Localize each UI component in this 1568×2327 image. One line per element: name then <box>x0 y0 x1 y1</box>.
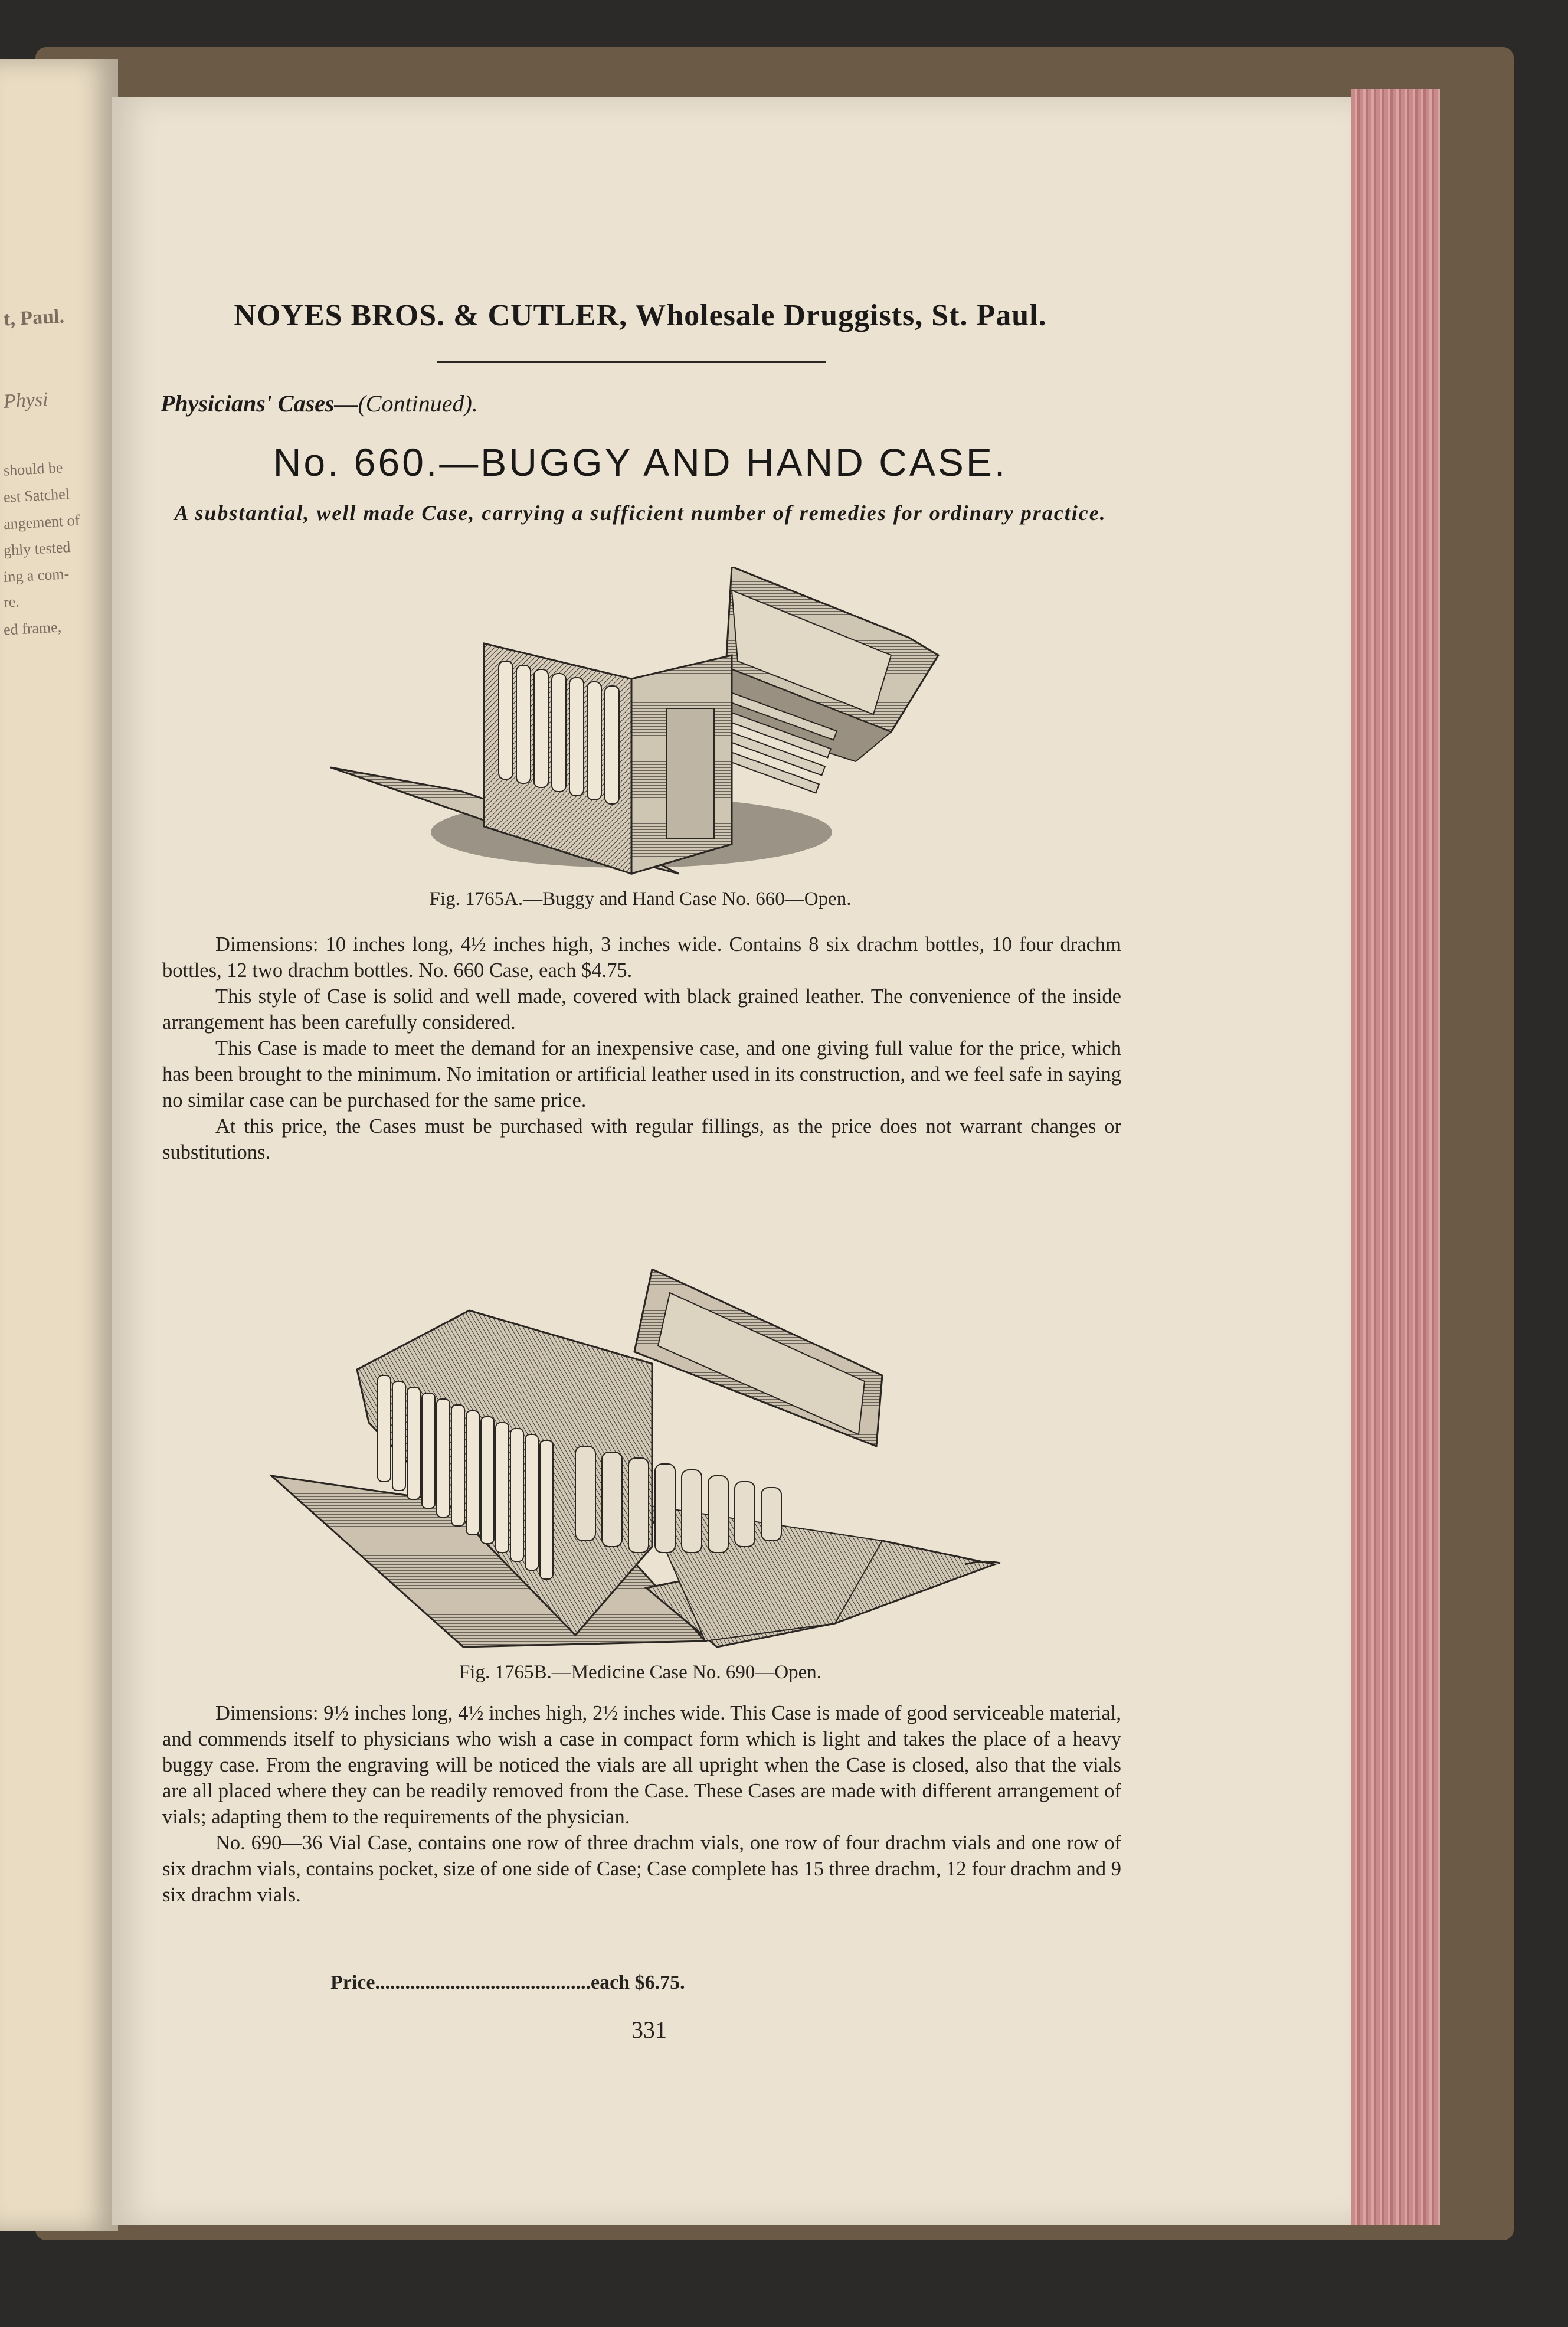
section-heading <box>161 390 478 417</box>
page-edge <box>1351 89 1440 2225</box>
paragraph: Dimensions: 9½ inches long, 4½ inches high, 2½ inches wide. This Case is made of good serviceable material, and commends itself to physicians who wish a case in compact form which is light and takes the place of a heavy buggy case. From the engraving will be noticed the vials are all upright when the Case is closed, also that the vials are all placed where they can be readily removed from the Case. These Cases are made with different arrangement of vials; adapting them to the requirements of the physician. <box>162 1702 1121 1828</box>
description-660 <box>162 932 1121 1165</box>
paragraph: No. 690—36 Vial Case, contains one row of three drachm vials, one row of four drachm vials and one row of six drachm vials, contains pocket, size of one side of Case; Case complete has 15 three drachm, 12 four drachm and 9 six drachm vials. <box>162 1832 1121 1906</box>
price-line <box>330 1972 685 1994</box>
product-subtitle: A substantial, well made Case, carrying a sufficient number of remedies for ordinary practice. <box>174 501 1107 525</box>
left-page-fragment: ing a com- <box>3 565 70 586</box>
paragraph: At this price, the Cases must be purchased with regular fillings, as the price does not warrant changes or substitutions. <box>162 1115 1121 1164</box>
product-title: No. 660.—BUGGY AND HAND CASE. <box>273 440 1008 484</box>
paragraph: Dimensions: 10 inches long, 4½ inches high, 3 inches wide. Contains 8 six drachm bottles, 10 four drachm bottles, 12 two drachm bottles. No. 660 Case, each $4.75. <box>162 933 1121 982</box>
paragraph: This Case is made to meet the demand for an inexpensive case, and one giving full value for the price, which has been brought to the minimum. No imitation or artificial leather used in its construction, and we feel safe in saying no similar case can be purchased for the same price. <box>162 1037 1121 1112</box>
figure-1-caption: Fig. 1765A.—Buggy and Hand Case No. 660—Open. <box>429 888 852 910</box>
left-page-fragment: ghly tested <box>3 538 71 559</box>
left-page-fragment: should be <box>3 459 64 479</box>
page-header: NOYES BROS. & CUTLER, Wholesale Druggists, St. Paul. <box>234 299 1047 332</box>
paragraph: This style of Case is solid and well made, covered with black grained leather. The convenience of the inside arrangement has been carefully considered. <box>162 985 1121 1034</box>
left-page-fragment: re. <box>3 593 20 611</box>
section-continued: (Continued). <box>358 390 478 417</box>
figure-2-caption: Fig. 1765B.—Medicine Case No. 690—Open. <box>459 1662 822 1683</box>
description-690 <box>162 1700 1121 1908</box>
left-page-fragment: ed frame, <box>3 618 62 639</box>
left-page-fragment: angement of <box>3 511 80 533</box>
section-title: Physicians' Cases— <box>161 390 358 417</box>
price-leader: ........................................... <box>375 1972 591 1993</box>
header-rule <box>437 361 826 363</box>
buggy-hand-case-illustration <box>325 567 950 885</box>
left-page-fragment: est Satchel <box>3 485 70 506</box>
left-page-fragment: Physi <box>3 388 49 413</box>
medicine-case-illustration <box>269 1269 1012 1653</box>
price-value: each $6.75. <box>591 1972 685 1993</box>
price-label: Price <box>330 1972 375 1993</box>
left-page-fragment: t, Paul. <box>3 305 65 331</box>
left-page-edge <box>0 59 118 2231</box>
page-number: 331 <box>631 2016 667 2043</box>
